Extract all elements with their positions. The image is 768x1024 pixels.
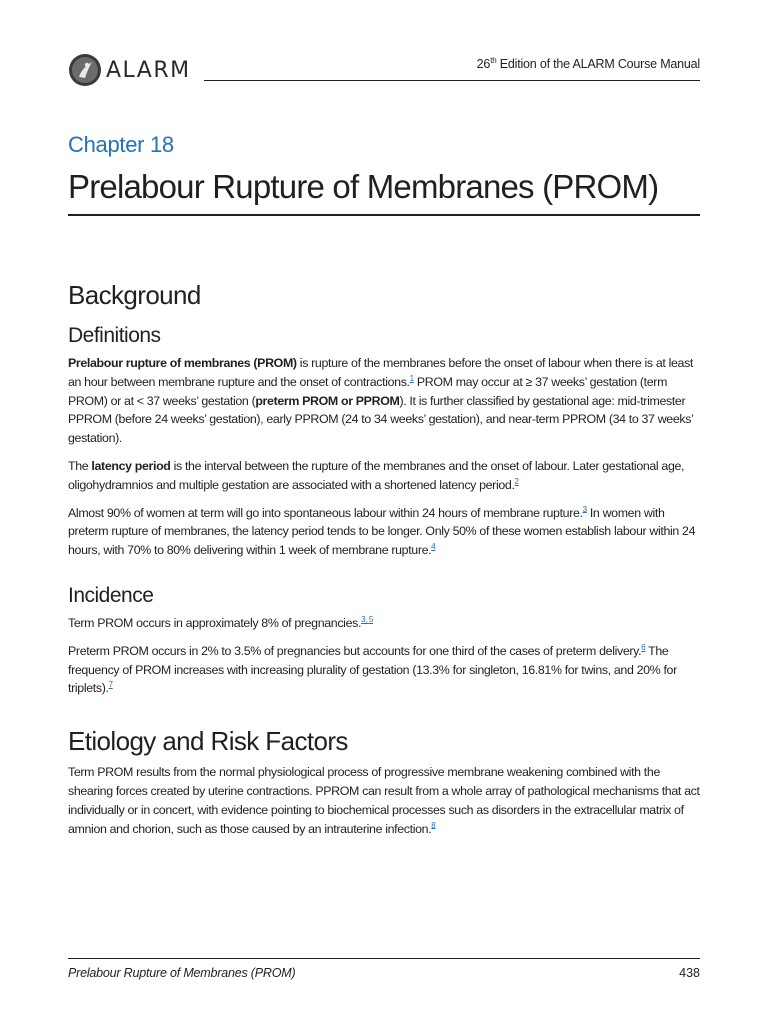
- definitions-paragraph-3: Almost 90% of women at term will go into spontaneous labour within 24 hours of membrane rupture.$^3$ In women with preterm rupture of membranes, the latency period tends to be longer. Only 50% of these women establish labour within 24 hours, with 70% to 80% delivering within 1 week of membrane rupture.$^4$: [68, 504, 696, 558]
- definitions-heading: Definitions: [68, 324, 161, 347]
- definitions-paragraph-1: Prelabour rupture of membranes (PROM) is rupture of the membranes before the onset of labour when there is at least an hour between membrane rupture and the onset of contractions.$^1$ PROM may occur at ≥ 37 weeks’ gestation (term PROM) or at < 37 weeks’ gestation (preterm PROM or PPROM). It is further classified by gestational age: mid-trimester PPROM (before 24 weeks’ gestation), early PPROM (24 to 34 weeks’ gestation), and near-term PPROM (34 to 37 weeks’ gestation).: [68, 356, 694, 446]
- page-number: 438: [679, 966, 700, 980]
- alarm-logo: [68, 52, 191, 88]
- main-content: [68, 280, 700, 838]
- citation-link[interactable]: 4: [431, 542, 436, 552]
- definitions-paragraph-2: The latency period is the interval between the rupture of the membranes and the onset of labour. Later gestational age, oligohydramnios and multiple gestation are associated with a shortened latency period.$^2$: [68, 458, 685, 492]
- footer-title: Prelabour Rupture of Membranes (PROM): [68, 966, 296, 980]
- citation-link[interactable]: 8: [431, 820, 436, 830]
- etiology-paragraph-1: Term PROM results from the normal physiological process of progressive membrane weakening combined with the shearing forces created by uterine contractions. PPROM can result from a whole array of pathological mechanisms that act individually or in concert, with evidence pointing to biochemical processes such as disorders in the extracellular matrix of amnion and chorion, such as those caused by an intrauterine infection.$^8$: [68, 765, 700, 836]
- citation-link[interactable]: 3, 5: [361, 614, 374, 624]
- citation-link[interactable]: 3: [582, 504, 587, 514]
- etiology-heading: Etiology and Risk Factors: [68, 726, 348, 757]
- incidence-paragraph-1: Term PROM occurs in approximately 8% of pregnancies.$^{3, 5}$: [68, 614, 374, 630]
- alarm-logo-emblem-icon: [68, 53, 102, 87]
- footer-rule: [68, 958, 700, 959]
- citation-link[interactable]: 6: [641, 642, 646, 652]
- citation-link[interactable]: 1: [409, 373, 414, 383]
- background-heading: Background: [68, 280, 201, 310]
- citation-link[interactable]: 2: [514, 476, 519, 486]
- citation-link[interactable]: 7: [108, 680, 113, 690]
- chapter-label: Chapter 18: [68, 132, 174, 157]
- title-rule: [68, 214, 700, 216]
- alarm-logo-text: ALARM: [106, 57, 191, 83]
- page-title: Prelabour Rupture of Membranes (PROM): [68, 168, 659, 205]
- incidence-paragraph-2: Preterm PROM occurs in 2% to 3.5% of pregnancies but accounts for one third of the cases of preterm delivery.$^6$ The frequency of PROM increases with increasing plurality of gestation (13.3% for singleton, 16.81% for twins, and 20% for triplets).$^7$: [68, 642, 677, 696]
- header-rule: [204, 80, 700, 81]
- edition-label: 26th Edition of the ALARM Course Manual: [476, 56, 700, 72]
- incidence-heading: Incidence: [68, 583, 154, 607]
